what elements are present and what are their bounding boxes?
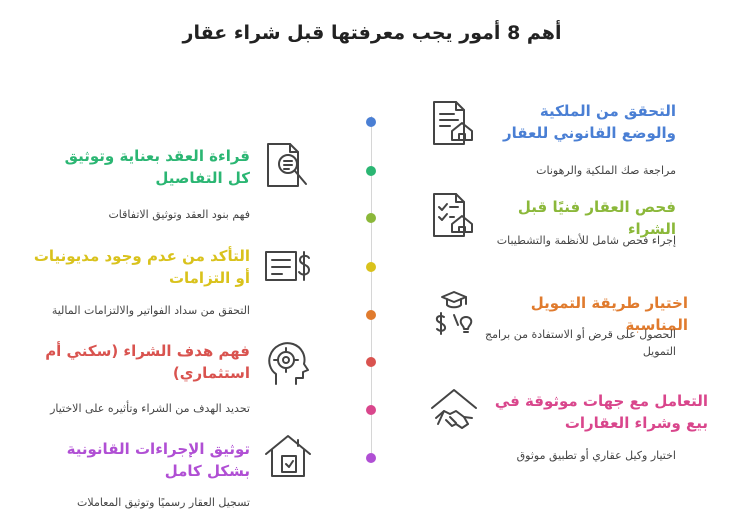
timeline-dot-purple [366, 453, 376, 463]
timeline-dot-blue [366, 117, 376, 127]
goal-desc: تحديد الهدف من الشراء وتأثيره على الاختيار [50, 402, 250, 415]
timeline-dot-orange [366, 310, 376, 320]
financing-desc: الحصول على قرض أو الاستفادة من برامج التمويل [485, 328, 676, 358]
page-title: أهم 8 أمور يجب معرفتها قبل شراء عقار [182, 22, 562, 44]
ownership-desc: مراجعة صك الملكية والرهونات [536, 164, 676, 177]
procedures-desc: تسجيل العقار رسميًا وتوثيق المعاملات [77, 496, 250, 509]
contract-desc: فهم بنود العقد وتوثيق الاتفاقات [108, 208, 250, 221]
document-magnifier-icon [262, 140, 314, 192]
bill-dollar-icon [262, 240, 314, 292]
legal-document-house-icon [428, 98, 480, 150]
contract-heading: قراءة العقد بعناية وتوثيق كل التفاصيل [64, 147, 250, 187]
timeline-dot-red [366, 357, 376, 367]
inspection-heading: فحص العقار فنيًا قبل الشراء [517, 198, 676, 238]
agents-desc: اختيار وكيل عقاري أو تطبيق موثوق [516, 449, 676, 462]
agents-heading: التعامل مع جهات موثوقة في بيع وشراء العقارات [494, 392, 708, 432]
handshake-house-icon [428, 384, 480, 436]
ownership-heading: التحقق من الملكية والوضع القانوني للعقار [502, 102, 676, 142]
procedures-heading: توثيق الإجراءات القانونية بشكل كامل [66, 440, 250, 480]
timeline-dot-green [366, 166, 376, 176]
head-target-icon [262, 336, 314, 388]
house-document-check-icon [262, 430, 314, 482]
timeline-dot-pink [366, 405, 376, 415]
goal-heading: فهم هدف الشراء (سكني أم استثماري) [45, 342, 250, 382]
financing-heading: اختيار طريقة التمويل المناسبة [530, 294, 688, 334]
debts-heading: التأكد من عدم وجود مديونيات أو التزامات [33, 247, 250, 287]
timeline-dot-yellow [366, 262, 376, 272]
debts-desc: التحقق من سداد الفواتير والالتزامات المالية [51, 304, 250, 317]
timeline-dot-olive [366, 213, 376, 223]
inspection-desc: إجراء فحص شامل للأنظمة والتشطيبات [496, 234, 676, 247]
